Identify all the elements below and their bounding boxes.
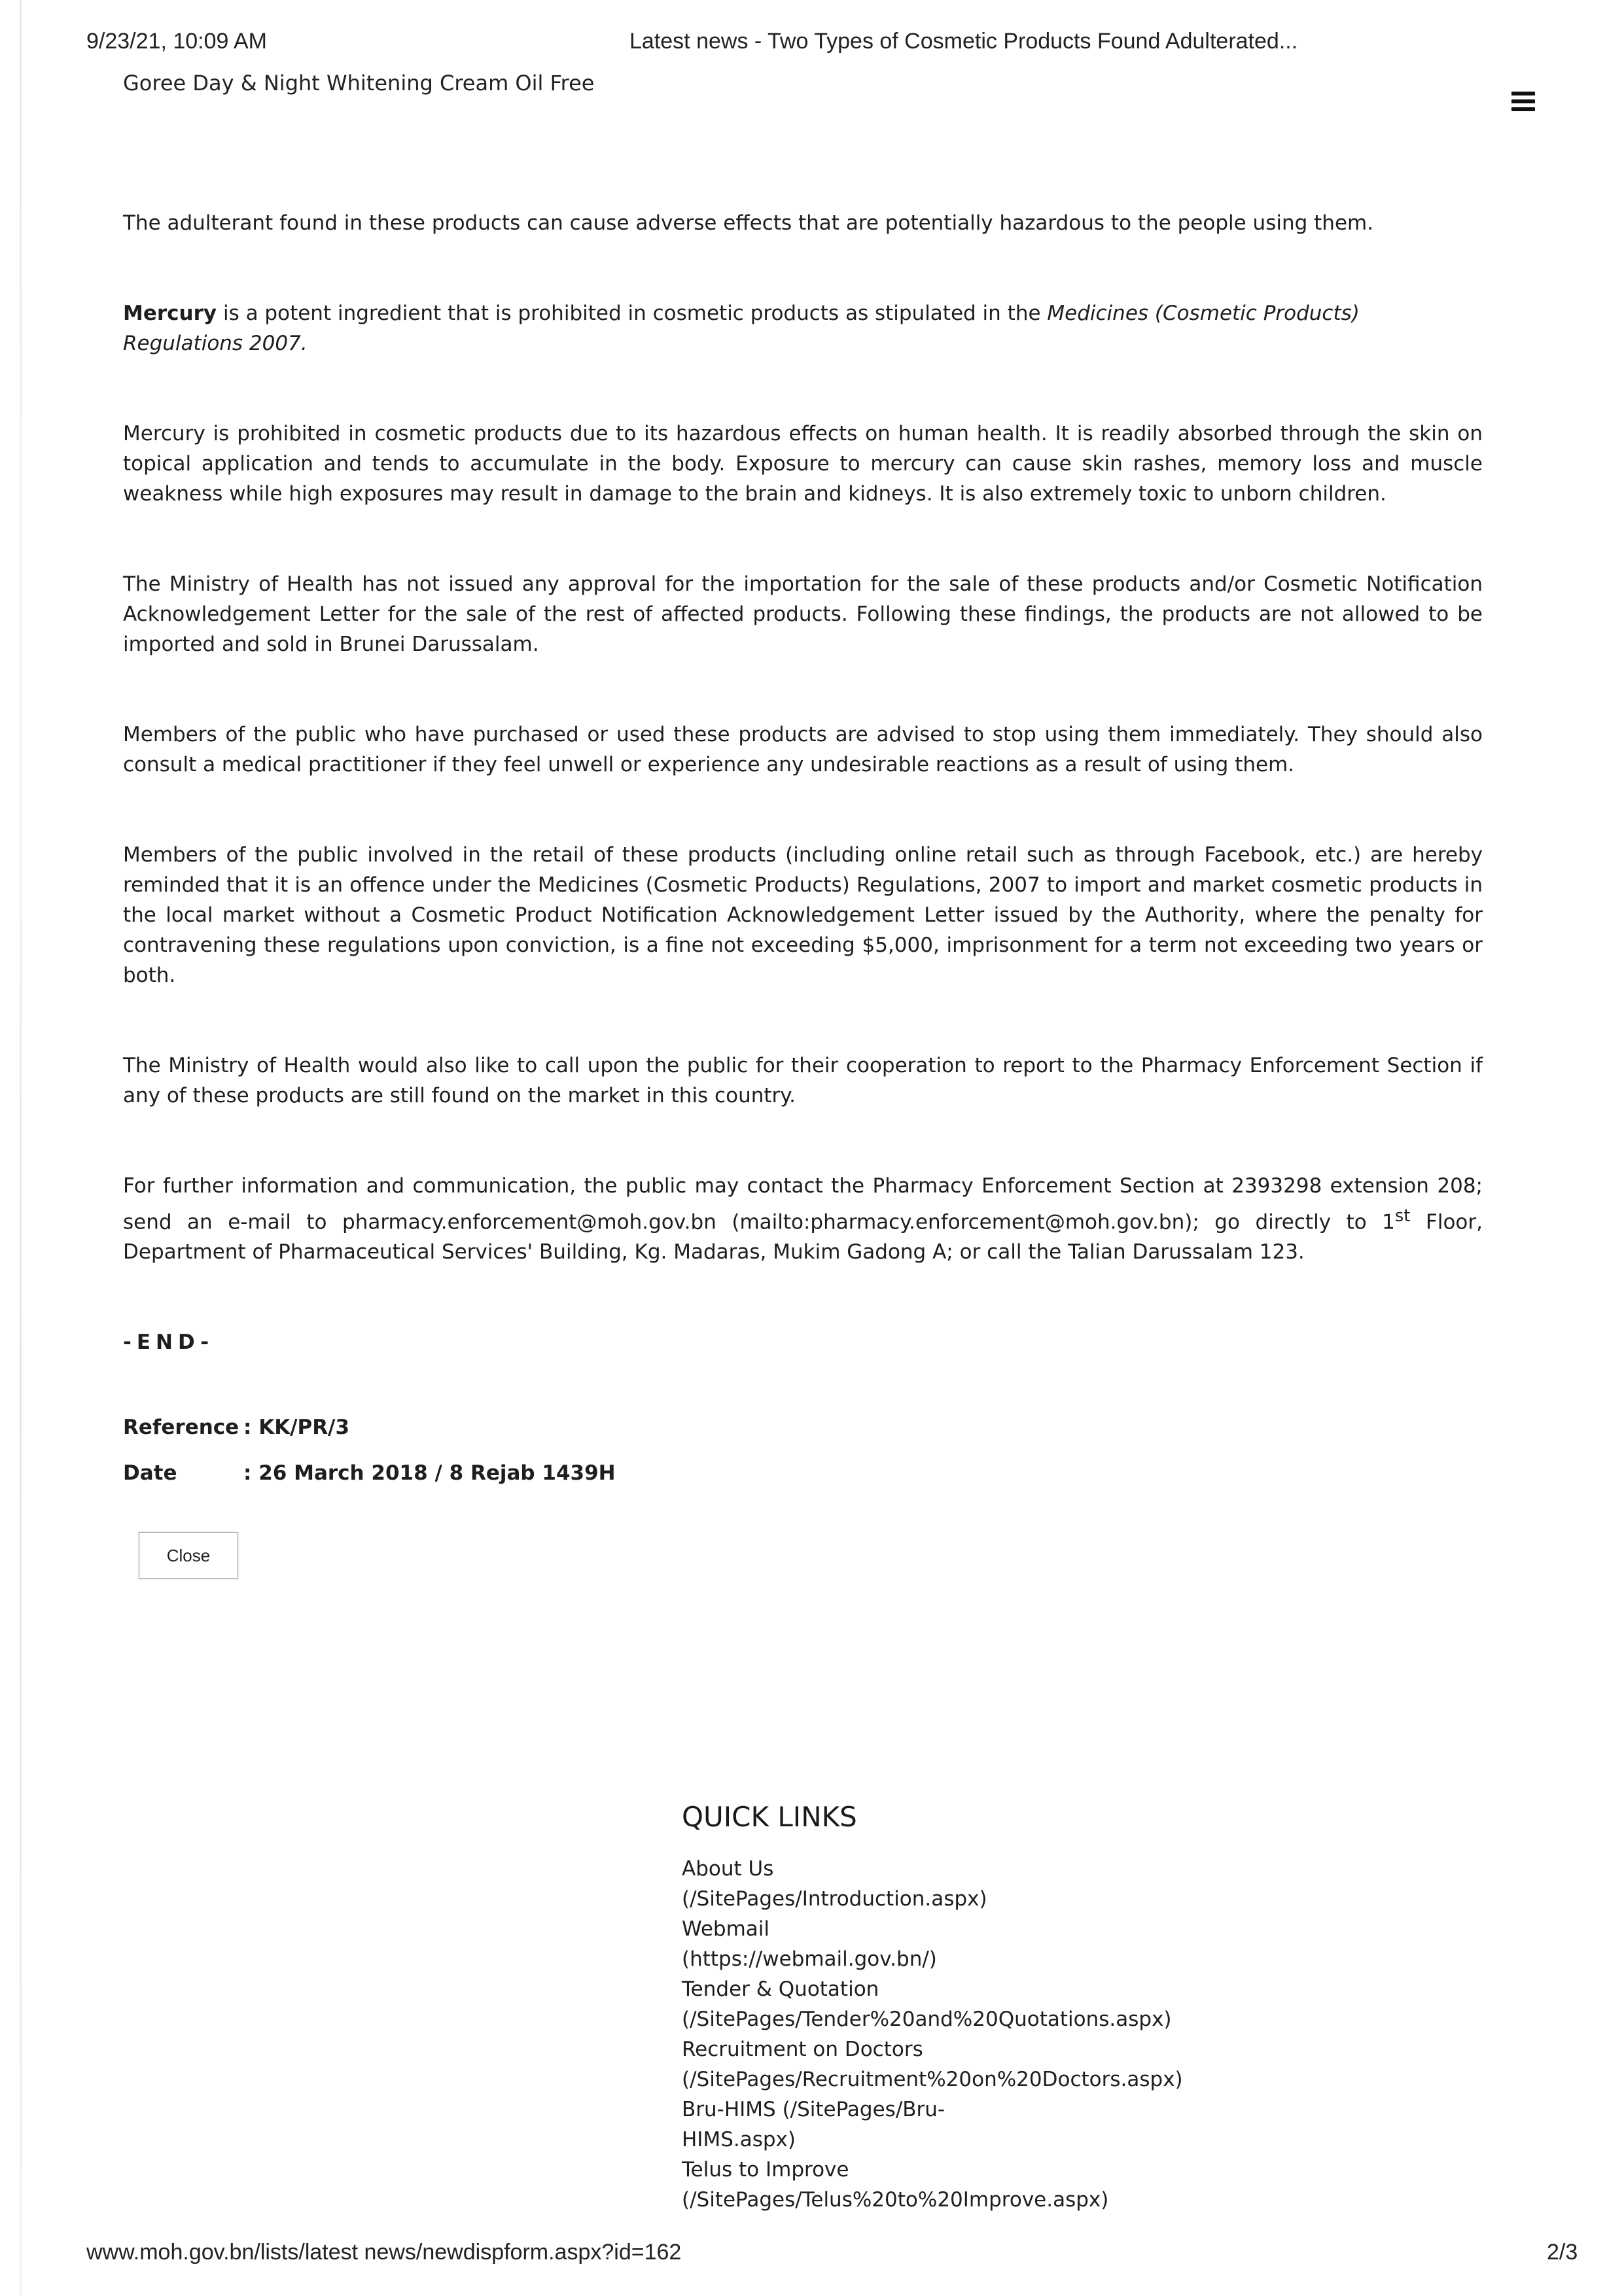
- quick-link-url: (/SitePages/Tender%20and%20Quotations.aspx): [682, 2008, 1172, 2031]
- quick-link-bru-hims[interactable]: [682, 2095, 1271, 2155]
- print-page-title: Latest news - Two Types of Cosmetic Products Found Adulterated...: [629, 29, 1298, 54]
- quick-link-url: (/SitePages/Telus%20to%20Improve.aspx): [682, 2188, 1109, 2212]
- article-paragraph-advice: Members of the public who have purchased or used these products are advised to stop using them immediately. They should also consult a medical practitioner if they feel unwell or experience any undesirable reactions as a result of using them.: [123, 723, 1483, 776]
- quick-link-webmail[interactable]: [682, 1914, 1271, 1974]
- date-value: : 26 March 2018 / 8 Rejab 1439H: [243, 1461, 616, 1486]
- quick-link-url: (/SitePages/Recruitment%20on%20Doctors.aspx): [682, 2068, 1183, 2091]
- contact-text-b: Floor, Department of Pharmaceutical Services' Building, Kg. Madaras, Mukim Gadong A; or call the Talian Darussalam 123.: [123, 1210, 1483, 1264]
- quick-link-telus-improve[interactable]: [682, 2155, 1271, 2215]
- quick-links-section: [682, 1799, 1271, 2215]
- quick-link-url: (https://webmail.gov.bn/): [682, 1947, 937, 1971]
- contact-superscript: st: [1394, 1206, 1411, 1226]
- quick-links-list: [682, 1854, 1271, 2215]
- quick-link-label: Tender & Quotation: [682, 1977, 879, 2001]
- article-paragraph-adulterant: The adulterant found in these products can cause adverse effects that are potentially hazardous to the people using them.: [123, 211, 1374, 235]
- close-button[interactable]: Close: [139, 1532, 238, 1579]
- article-paragraph-approval: The Ministry of Health has not issued any approval for the importation for the sale of these products and/or Cosmetic Notification Acknowledgement Letter for the sale of the rest of affected products. Following these findings, the products are not allowed to be imported and sold in Brunei Darussalam.: [123, 572, 1483, 656]
- date-label: Date: [123, 1461, 177, 1486]
- menu-bar-icon: [1511, 107, 1535, 111]
- article-paragraph-retail: Members of the public involved in the retail of these products (including online retail such as through Facebook, etc.) are hereby reminded that it is an offence under the Medicines (Cosmetic Products) Regulations, 2007 to import and market cosmetic products in the local market without a Cosmetic Product Notification Acknowledgement Letter issued by the Authority, where the penalty for contravening these regulations upon conviction, is a fine not exceeding $5,000, imprisonment for a term not exceeding two years or both.: [123, 843, 1483, 987]
- quick-link-label: Bru-HIMS (/SitePages/Bru-: [682, 2098, 945, 2121]
- article-paragraph-contact: [123, 1171, 1483, 1267]
- quick-link-url: (/SitePages/Introduction.aspx): [682, 1887, 987, 1911]
- article-paragraph-mercury: [123, 298, 1483, 358]
- print-date: 9/23/21, 10:09 AM: [86, 29, 267, 54]
- quick-links-title: QUICK LINKS: [682, 1801, 857, 1833]
- quick-link-recruitment-doctors[interactable]: [682, 2034, 1271, 2095]
- menu-bar-icon: [1511, 99, 1535, 103]
- reference-label: Reference: [123, 1416, 239, 1440]
- print-footer: [0, 2240, 1624, 2272]
- hamburger-menu-icon[interactable]: [1511, 92, 1535, 113]
- menu-bar-icon: [1511, 92, 1535, 96]
- print-page-number: 2/3: [1547, 2240, 1578, 2265]
- article-body: [123, 208, 1483, 1504]
- quick-link-label: About Us: [682, 1857, 774, 1881]
- reference-value: : KK/PR/3: [243, 1416, 350, 1440]
- article-paragraph-health-effects: Mercury is prohibited in cosmetic products due to its hazardous effects on human health. It is readily absorbed through the skin on topical application and tends to accumulate in the body. Exposure to mercury can cause skin rashes, memory loss and muscle weakness while high exposures may result in damage to the brain and kidneys. It is also extremely toxic to unborn children.: [123, 422, 1483, 506]
- article-paragraph-report: The Ministry of Health would also like to call upon the public for their cooperation to report to the Pharmacy Enforcement Section if any of these products are still found on the market in this country.: [123, 1054, 1483, 1107]
- date-row: [123, 1458, 1483, 1488]
- quick-link-about-us[interactable]: [682, 1854, 1271, 1914]
- mercury-text: is a potent ingredient that is prohibited in cosmetic products as stipulated in the: [217, 302, 1048, 325]
- print-header: [0, 29, 1624, 61]
- quick-link-url: HIMS.aspx): [682, 2128, 796, 2151]
- scan-edge-artifact: [20, 0, 22, 2296]
- quick-link-tender-quotation[interactable]: [682, 1974, 1271, 2034]
- reference-row: [123, 1412, 1483, 1442]
- product-name-line: Goree Day & Night Whitening Cream Oil Free: [123, 71, 595, 96]
- mercury-bold: Mercury: [123, 302, 217, 325]
- quick-link-label: Telus to Improve: [682, 2158, 849, 2182]
- contact-text-a: For further information and communication, the public may contact the Pharmacy Enforcement Section at 2393298 extension 208; send an e-mail to pharmacy.enforcement@moh.gov.bn (mailto:pharmacy.enforcement@moh.gov.bn); go directly to 1: [123, 1174, 1483, 1234]
- regulation-italic: Medicines (Cosmetic Products) Regulations 2007.: [123, 302, 1360, 355]
- quick-link-label: Webmail: [682, 1917, 770, 1941]
- print-url: www.moh.gov.bn/lists/latest news/newdispform.aspx?id=162: [86, 2240, 682, 2265]
- quick-link-label: Recruitment on Doctors: [682, 2038, 923, 2061]
- end-marker: -END-: [123, 1331, 215, 1355]
